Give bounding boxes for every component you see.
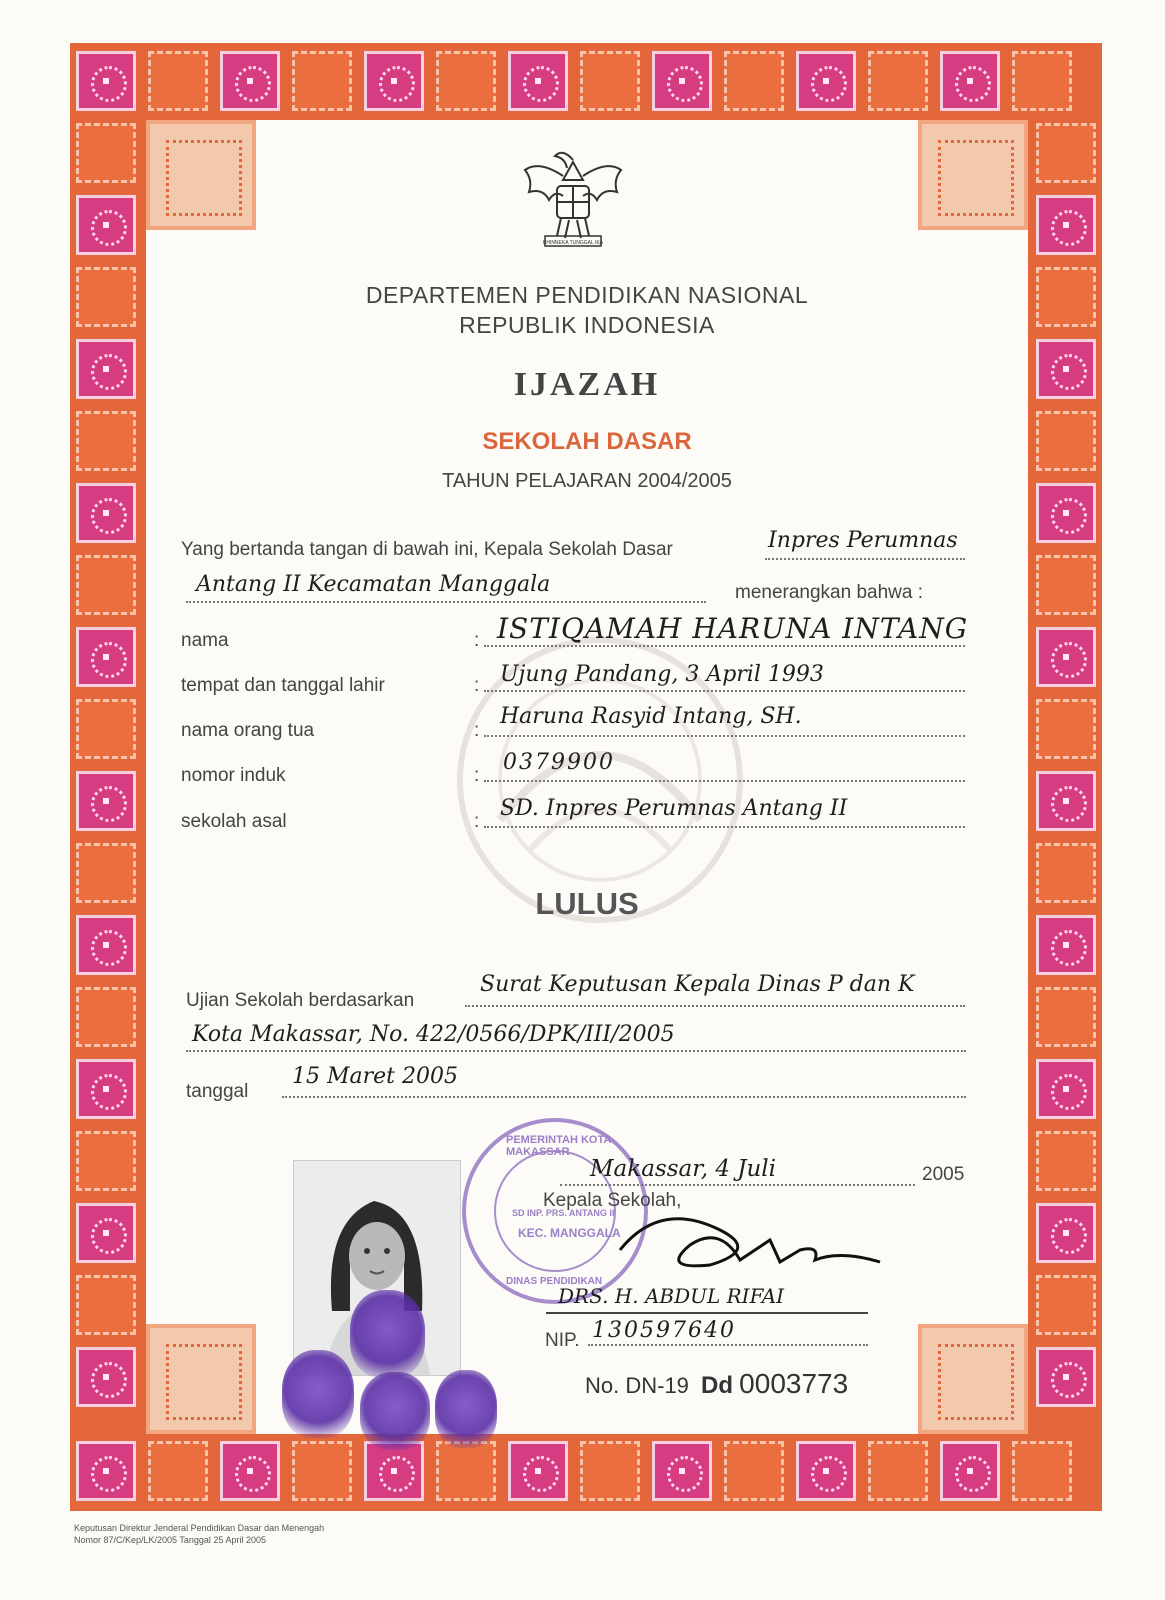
border-tile [76,771,136,831]
handwritten-signature-icon [600,1190,900,1290]
border-tile [436,51,496,111]
border-tile [76,987,136,1047]
basis-value-line-1: Surat Keputusan Kepala Dinas P dan K [480,972,915,997]
field-label-birth: tempat dan tanggal lahir [181,675,385,696]
field-value-birth: Ujung Pandang, 3 April 1993 [500,662,824,687]
border-tile [1036,1347,1096,1407]
border-tile [76,555,136,615]
border-tile [76,1347,136,1407]
field-label-origin-school: sekolah asal [181,811,287,832]
field-colon: : [474,765,480,786]
dotted-line [282,1096,966,1098]
field-value-parent: Haruna Rasyid Intang, SH. [500,704,802,729]
signature-place-date: Makassar, 4 Juli [590,1156,777,1182]
thumbprint [360,1372,430,1450]
border-tile [76,1059,136,1119]
basis-value-line-2: Kota Makassar, No. 422/0566/DPK/III/2005 [192,1022,675,1047]
field-label-parent: nama orang tua [181,720,315,741]
border-tile [580,1441,640,1501]
serial-series: Dd [701,1372,734,1399]
border-tile [76,123,136,183]
corner-ornament-top-left [146,120,256,230]
field-label-student-number: nomor induk [181,765,286,786]
border-tile [724,51,784,111]
border-tile [76,1275,136,1335]
dotted-line [765,558,965,560]
border-tile [1036,1203,1096,1263]
nip-value: 130597640 [592,1318,736,1343]
field-value-name: ISTIQAMAH HARUNA INTANG [497,612,969,645]
border-tile [292,1441,352,1501]
border-tile [508,1441,568,1501]
border-tile [1036,555,1096,615]
border-tile [76,915,136,975]
border-tile [76,483,136,543]
border-tile [76,51,136,111]
border-tile [1036,123,1096,183]
border-tile [76,1441,136,1501]
border-tile [652,1441,712,1501]
corner-ornament-bottom-right [918,1324,1028,1434]
dotted-line [588,1344,868,1346]
school-name-part-1: Inpres Perumnas [768,528,958,553]
intro-text: Yang bertanda tangan di bawah ini, Kepala Sekolah Dasar [181,539,673,560]
serial-number [585,1368,848,1400]
date-label: tanggal [186,1081,249,1102]
footnote-line-1: Keputusan Direktur Jenderal Pendidikan Dasar dan Menengah [74,1523,325,1533]
signature-year: 2005 [922,1164,965,1185]
border-tile [940,51,1000,111]
border-tile [292,51,352,111]
border-tile [148,51,208,111]
border-tile [868,51,928,111]
signatory-name: DRS. H. ABDUL RIFAI [558,1284,785,1308]
field-value-origin-school: SD. Inpres Perumnas Antang II [500,796,848,821]
certificate-title: IJAZAH [513,366,661,403]
field-label-name: nama [181,630,229,651]
thumbprint [435,1370,497,1448]
border-tile [724,1441,784,1501]
emblem-motto: BHINNEKA TUNGGAL IKA [542,240,604,246]
thumbprint [282,1350,354,1438]
border-tile [76,1203,136,1263]
border-tile [796,51,856,111]
department-line-1: DEPARTEMEN PENDIDIKAN NASIONAL [365,282,809,308]
border-tile [76,627,136,687]
field-colon: : [474,630,480,651]
border-tile [76,699,136,759]
border-tile [76,267,136,327]
border-tile [1036,1275,1096,1335]
corner-ornament-top-right [918,120,1028,230]
stamp-line-1: SD INP. PRS. ANTANG II [512,1208,615,1218]
academic-year: TAHUN PELAJARAN 2004/2005 [442,470,732,492]
school-level: SEKOLAH DASAR [482,428,692,455]
dotted-line [484,735,965,737]
border-tile [220,51,280,111]
thumbprint [350,1290,425,1378]
corner-ornament-bottom-left [146,1324,256,1434]
stamp-line-2: KEC. MANGGALA [518,1226,621,1240]
border-tile [1036,339,1096,399]
border-tile [148,1441,208,1501]
border-tile [580,51,640,111]
department-line-2: REPUBLIK INDONESIA [459,312,715,338]
border-tile [76,843,136,903]
border-tile [76,411,136,471]
border-tile [76,195,136,255]
border-tile [1036,915,1096,975]
border-tile [1036,483,1096,543]
border-tile [940,1441,1000,1501]
border-tile [76,339,136,399]
dotted-line [484,826,965,828]
footnote-line-2: Nomor 87/C/Kep/LK/2005 Tanggal 25 April 2005 [74,1535,266,1545]
border-tile [1012,51,1072,111]
border-tile [1036,195,1096,255]
border-tile [1036,1131,1096,1191]
serial-digits: 0003773 [739,1368,849,1399]
border-tile [436,1441,496,1501]
border-tile [796,1441,856,1501]
result-text: LULUS [535,886,639,921]
border-tile [1036,699,1096,759]
stamp-lower-text: DINAS PENDIDIKAN [506,1276,603,1287]
field-colon: : [474,811,480,832]
border-tile [1036,771,1096,831]
dotted-line [484,780,965,782]
border-tile [508,51,568,111]
certify-text: menerangkan bahwa : [735,582,924,603]
school-name-part-2: Antang II Kecamatan Manggala [196,572,551,597]
border-tile [220,1441,280,1501]
nip-label: NIP. [545,1330,580,1351]
field-colon: : [474,675,480,696]
dotted-line [186,1050,966,1052]
border-tile [1036,627,1096,687]
date-value: 15 Maret 2005 [292,1064,458,1089]
basis-label: Ujian Sekolah berdasarkan [186,990,415,1011]
border-tile [364,1441,424,1501]
serial-prefix: No. DN-19 [585,1373,689,1398]
border-tile [1036,987,1096,1047]
garuda-emblem-icon [519,140,627,255]
dotted-line [186,601,706,603]
border-tile [1036,843,1096,903]
border-tile [1036,1059,1096,1119]
stamp-outer-text: PEMERINTAH KOTA MAKASSAR [506,1134,611,1158]
border-tile [1036,267,1096,327]
dotted-line [484,645,965,647]
border-tile [1036,411,1096,471]
dotted-line [560,1184,915,1186]
border-tile [652,51,712,111]
signature-underline [546,1312,868,1314]
border-tile [868,1441,928,1501]
signature-role: Kepala Sekolah, [543,1190,682,1211]
border-tile [364,51,424,111]
border-tile [1012,1441,1072,1501]
field-colon: : [474,720,480,741]
dotted-line [465,1005,965,1007]
dotted-line [484,690,965,692]
field-value-student-number: 0379900 [503,750,615,775]
border-tile [76,1131,136,1191]
